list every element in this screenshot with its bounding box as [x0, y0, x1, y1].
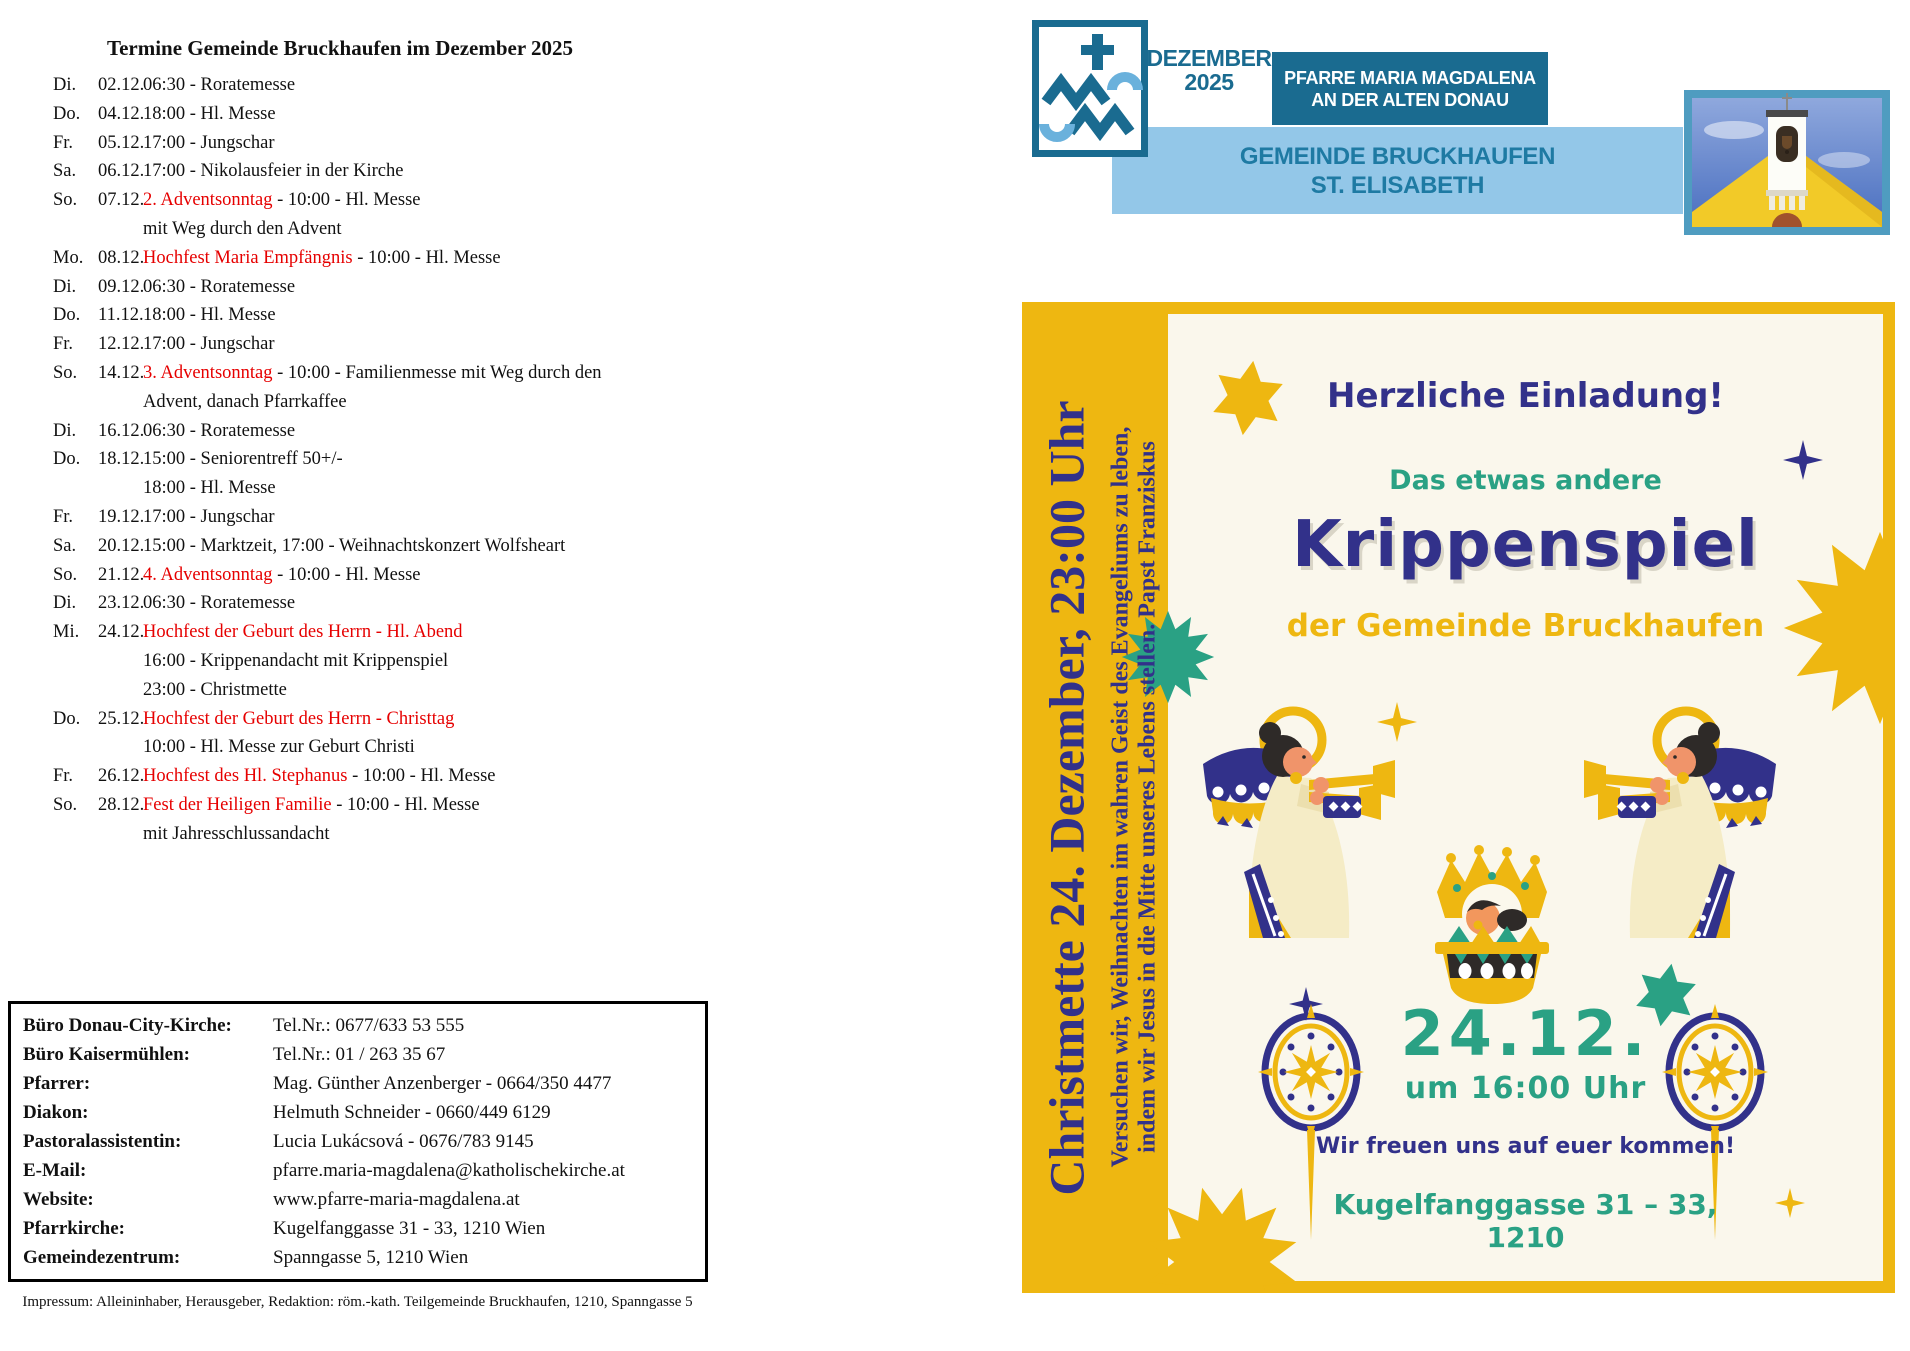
schedule-list: [40, 71, 755, 849]
contact-box: [8, 1001, 708, 1282]
schedule-date: 20.12.: [98, 535, 145, 556]
schedule-text-segment: 06:30 - Roratemesse: [143, 593, 296, 614]
schedule-day: So.: [53, 794, 78, 815]
schedule-row: [53, 676, 755, 705]
schedule-row: [53, 445, 755, 474]
schedule-date: 14.12.: [98, 362, 145, 383]
contact-value: Lucia Lukácsová - 0676/783 9145: [273, 1131, 534, 1152]
schedule-date: 21.12.: [98, 564, 145, 585]
schedule-description: [143, 733, 755, 762]
schedule-description: [143, 474, 755, 503]
poster-heading: Herzliche Einladung!: [1327, 376, 1724, 416]
schedule-day: [53, 820, 98, 849]
schedule-date: 24.12.: [98, 622, 145, 643]
contact-label: Gemeindezentrum:: [23, 1247, 181, 1268]
contact-value: Mag. Günther Anzenberger - 0664/350 4477: [273, 1073, 612, 1094]
parish-name-line1: PFARRE MARIA MAGDALENA: [1284, 67, 1536, 88]
contact-row: [23, 1214, 705, 1243]
schedule-day: Do.: [53, 305, 81, 326]
schedule-description: [143, 820, 755, 849]
schedule-description: [143, 244, 755, 273]
contact-label: Website:: [23, 1189, 94, 1210]
schedule-text-segment: 18:00 - Hl. Messe: [143, 478, 276, 499]
contact-row: [23, 1185, 705, 1214]
schedule-date: 08.12.: [98, 247, 145, 268]
schedule-row: [53, 215, 755, 244]
schedule-day: Do.: [53, 449, 81, 470]
schedule-text-segment: - 10:00 - Hl. Messe: [272, 190, 421, 211]
schedule-description: [143, 129, 755, 158]
schedule-text-segment: 15:00 - Seniorentreff 50+/-: [143, 449, 343, 470]
schedule-row: [53, 244, 755, 273]
schedule-description: [143, 503, 755, 532]
schedule-text-segment: mit Jahresschlussandacht: [143, 823, 330, 844]
side-band-title: Christmette 24. Dezember, 23:00 Uhr: [1038, 400, 1095, 1196]
schedule-text-segment: - 10:00 - Familienmesse mit Weg durch den: [272, 362, 602, 383]
schedule-day: Mo.: [53, 247, 84, 268]
schedule-date: [98, 676, 143, 705]
schedule-date: 02.12.: [98, 75, 145, 95]
schedule-row: [53, 186, 755, 215]
schedule-text-segment: 06:30 - Roratemesse: [143, 276, 296, 297]
parish-banner: [1272, 52, 1548, 125]
schedule-description: [143, 618, 755, 647]
schedule-date: [98, 733, 143, 762]
church-bell-tower-photo: [1684, 90, 1890, 235]
contact-label: Büro Donau-City-Kirche:: [23, 1015, 232, 1036]
schedule-row: [53, 474, 755, 503]
schedule-description: [143, 705, 755, 734]
schedule-date: [98, 647, 143, 676]
schedule-description: [143, 388, 755, 417]
month-badge: [1146, 46, 1272, 94]
schedule-row: [53, 129, 755, 158]
schedule-date: 26.12.: [98, 766, 145, 787]
contact-value: Tel.Nr.: 0677/633 53 555: [273, 1015, 465, 1036]
schedule-text-segment: Hochfest Maria Empfängnis: [143, 247, 353, 268]
schedule-day: So.: [53, 190, 78, 211]
schedule-description: [143, 273, 755, 302]
schedule-description: [143, 417, 755, 446]
schedule-text-segment: 17:00 - Jungschar: [143, 334, 275, 355]
schedule-description: [143, 186, 755, 215]
community-name-line2: ST. ELISABETH: [1310, 171, 1485, 199]
schedule-text-segment: Hochfest der Geburt des Herrn - Hl. Abend: [143, 622, 463, 643]
schedule-day: Fr.: [53, 506, 74, 527]
schedule-row: [53, 791, 755, 820]
schedule-row: [53, 330, 755, 359]
contact-row: [23, 1098, 705, 1127]
schedule-row: [53, 820, 755, 849]
schedule-date: 04.12.: [98, 103, 145, 124]
schedule-text-segment: Advent, danach Pfarrkaffee: [143, 391, 347, 412]
schedule-description: [143, 157, 755, 186]
schedule-day: [53, 474, 98, 503]
schedule-row: [53, 762, 755, 791]
schedule-row: [53, 359, 755, 388]
schedule-row: [53, 100, 755, 129]
contact-value: Spanngasse 5, 1210 Wien: [273, 1247, 469, 1268]
schedule-day: Fr.: [53, 766, 74, 787]
poster-address: [1168, 1188, 1883, 1254]
side-band-quote-line1: Versuchen wir, Weihnachten im wahren Geist des Evangeliums zu leben,: [1107, 426, 1134, 1168]
schedule-date: 23.12.: [98, 593, 145, 614]
schedule-day: Sa.: [53, 535, 77, 556]
community-name-line1: GEMEINDE BRUCKHAUFEN: [1239, 142, 1556, 170]
schedule-date: 06.12.: [98, 161, 145, 182]
contact-label: E-Mail:: [23, 1160, 87, 1181]
schedule-text-segment: 17:00 - Nikolausfeier in der Kirche: [143, 161, 404, 182]
year-label: 2025: [1184, 69, 1234, 95]
contact-label: Pastoralassistentin:: [23, 1131, 182, 1152]
schedule-day: [53, 215, 98, 244]
month-label: DEZEMBER: [1146, 45, 1272, 71]
schedule-day: [53, 733, 98, 762]
schedule-date: 12.12.: [98, 334, 145, 355]
contact-value: Helmuth Schneider - 0660/449 6129: [273, 1102, 551, 1123]
schedule-day: [53, 647, 98, 676]
schedule-day: Do.: [53, 708, 81, 729]
schedule-text-segment: mit Weg durch den Advent: [143, 218, 342, 239]
schedule-date: 25.12.: [98, 708, 145, 729]
schedule-text-segment: 06:30 - Roratemesse: [143, 420, 296, 441]
schedule-text-segment: 3. Adventsonntag: [143, 362, 273, 383]
contact-value: Kugelfanggasse 31 - 33, 1210 Wien: [273, 1218, 546, 1239]
schedule-description: [143, 100, 755, 129]
contact-row: [23, 1040, 705, 1069]
schedule-row: [53, 301, 755, 330]
schedule-text-segment: 23:00 - Christmette: [143, 679, 287, 700]
schedule-row: [53, 157, 755, 186]
schedule-text-segment: 15:00 - Marktzeit, 17:00 - Weihnachtskonzert Wolfsheart: [143, 535, 566, 556]
contact-row: [23, 1243, 705, 1272]
poster-address-line1: Kugelfanggasse 31 – 33,: [1333, 1188, 1718, 1221]
schedule-text-segment: - 10:00 - Hl. Messe: [331, 794, 480, 815]
schedule-day: Fr.: [53, 132, 74, 153]
schedule-text-segment: - 10:00 - Hl. Messe: [347, 766, 496, 787]
contact-label: Pfarrkirche:: [23, 1218, 125, 1239]
schedule-description: [143, 330, 755, 359]
schedule-date: [98, 215, 143, 244]
schedule-day: So.: [53, 564, 78, 585]
contact-row: [23, 1127, 705, 1156]
side-band-quote-line2: indem wir Jesus in die Mitte unseres Lebens stellen. Papst Franziskus: [1134, 441, 1161, 1153]
schedule-row: [53, 705, 755, 734]
schedule-date: 11.12.: [98, 305, 144, 326]
schedule-day: Di.: [53, 75, 77, 95]
trumpet-angel-left-icon: [1197, 700, 1397, 960]
schedule-row: [53, 647, 755, 676]
contact-row: [23, 1069, 705, 1098]
page-title: Termine Gemeinde Bruckhaufen im Dezember 2025: [106, 36, 574, 60]
schedule-text-segment: 17:00 - Jungschar: [143, 132, 275, 153]
schedule-day: Di.: [53, 420, 77, 441]
schedule-date: 28.12.: [98, 794, 145, 815]
schedule-text-segment: Hochfest der Geburt des Herrn - Christtag: [143, 708, 455, 729]
schedule-day: Fr.: [53, 334, 74, 355]
schedule-row: [53, 618, 755, 647]
poster-subtitle: der Gemeinde Bruckhaufen: [1286, 608, 1765, 644]
schedule-description: [143, 561, 755, 590]
schedule-date: 05.12.: [98, 132, 145, 153]
poster-time: um 16:00 Uhr: [1404, 1071, 1647, 1106]
schedule-row: [53, 561, 755, 590]
schedule-date: 16.12.: [98, 420, 145, 441]
schedule-day: Sa.: [53, 161, 77, 182]
schedule-row: [53, 71, 755, 100]
schedule-row: [53, 417, 755, 446]
schedule-date: [98, 474, 143, 503]
schedule-description: [143, 676, 755, 705]
schedule-text-segment: 2. Adventsonntag: [143, 190, 273, 211]
schedule-text-segment: Fest der Heiligen Familie: [143, 794, 332, 815]
schedule-text-segment: 17:00 - Jungschar: [143, 506, 275, 527]
schedule-description: [143, 445, 755, 474]
schedule-day: So.: [53, 362, 78, 383]
schedule-row: [53, 388, 755, 417]
parish-name-line2: AN DER ALTEN DONAU: [1311, 89, 1509, 110]
schedule-text-segment: 06:30 - Roratemesse: [143, 75, 296, 95]
schedule-day: Di.: [53, 276, 77, 297]
schedule-date: 07.12.: [98, 190, 145, 211]
impressum-line: Impressum: Alleininhaber, Herausgeber, Redaktion: röm.-kath. Teilgemeinde Bruckhaufen, 1210, Spanngasse 5: [22, 1294, 693, 1310]
schedule-description: [143, 301, 755, 330]
schedule-description: [143, 359, 755, 388]
poster-address-line2: 1210: [1486, 1221, 1565, 1254]
schedule-day: [53, 676, 98, 705]
schedule-description: [143, 532, 755, 561]
schedule-row: [53, 589, 755, 618]
schedule-row: [53, 273, 755, 302]
parish-logo-icon: [1032, 20, 1148, 157]
schedule-row: [53, 503, 755, 532]
schedule-day: Di.: [53, 593, 77, 614]
poster-welcome-line: Wir freuen uns auf euer kommen!: [1315, 1134, 1735, 1159]
contact-label: Pfarrer:: [23, 1073, 91, 1094]
schedule-text-segment: 16:00 - Krippenandacht mit Krippenspiel: [143, 650, 449, 671]
contact-value: www.pfarre-maria-magdalena.at: [273, 1189, 520, 1210]
schedule-day: Mi.: [53, 622, 80, 643]
schedule-text-segment: 4. Adventsonntag: [143, 564, 273, 585]
schedule-description: [143, 589, 755, 618]
schedule-day: Do.: [53, 103, 81, 124]
schedule-text-segment: 10:00 - Hl. Messe zur Geburt Christi: [143, 737, 415, 758]
contact-value: pfarre.maria-magdalena@katholischekirche.at: [273, 1160, 625, 1181]
baby-in-manger-icon: [1407, 830, 1577, 1005]
schedule-row: [53, 733, 755, 762]
poster-subheading: Das etwas andere: [1389, 465, 1662, 496]
side-band-quote: [1108, 302, 1162, 1293]
schedule-day: [53, 388, 98, 417]
schedule-text-segment: Hochfest des Hl. Stephanus: [143, 766, 348, 787]
schedule-description: [143, 791, 755, 820]
poster-date: 24.12.: [1400, 997, 1651, 1070]
schedule-row: [53, 532, 755, 561]
contact-rows: [23, 1011, 705, 1272]
schedule-date: 18.12.: [98, 449, 145, 470]
schedule-text-segment: 18:00 - Hl. Messe: [143, 305, 276, 326]
schedule-date: [98, 820, 143, 849]
schedule-description: [143, 215, 755, 244]
contact-value: Tel.Nr.: 01 / 263 35 67: [273, 1044, 446, 1065]
schedule-text-segment: - 10:00 - Hl. Messe: [272, 564, 421, 585]
schedule-description: [143, 762, 755, 791]
schedule-page: [40, 22, 755, 849]
community-banner: [1112, 127, 1683, 214]
krippenspiel-poster: [1022, 302, 1895, 1293]
trumpet-angel-right-icon: [1582, 700, 1782, 960]
contact-label: Büro Kaisermühlen:: [23, 1044, 190, 1065]
contact-label: Diakon:: [23, 1102, 89, 1123]
schedule-description: [143, 647, 755, 676]
schedule-text-segment: - 10:00 - Hl. Messe: [352, 247, 501, 268]
contact-row: [23, 1011, 705, 1040]
schedule-text-segment: 18:00 - Hl. Messe: [143, 103, 276, 124]
schedule-description: [143, 71, 755, 100]
schedule-date: [98, 388, 143, 417]
poster-title: Krippenspiel: [1292, 508, 1759, 582]
contact-row: [23, 1156, 705, 1185]
schedule-date: 09.12.: [98, 276, 145, 297]
schedule-date: 19.12.: [98, 506, 145, 527]
